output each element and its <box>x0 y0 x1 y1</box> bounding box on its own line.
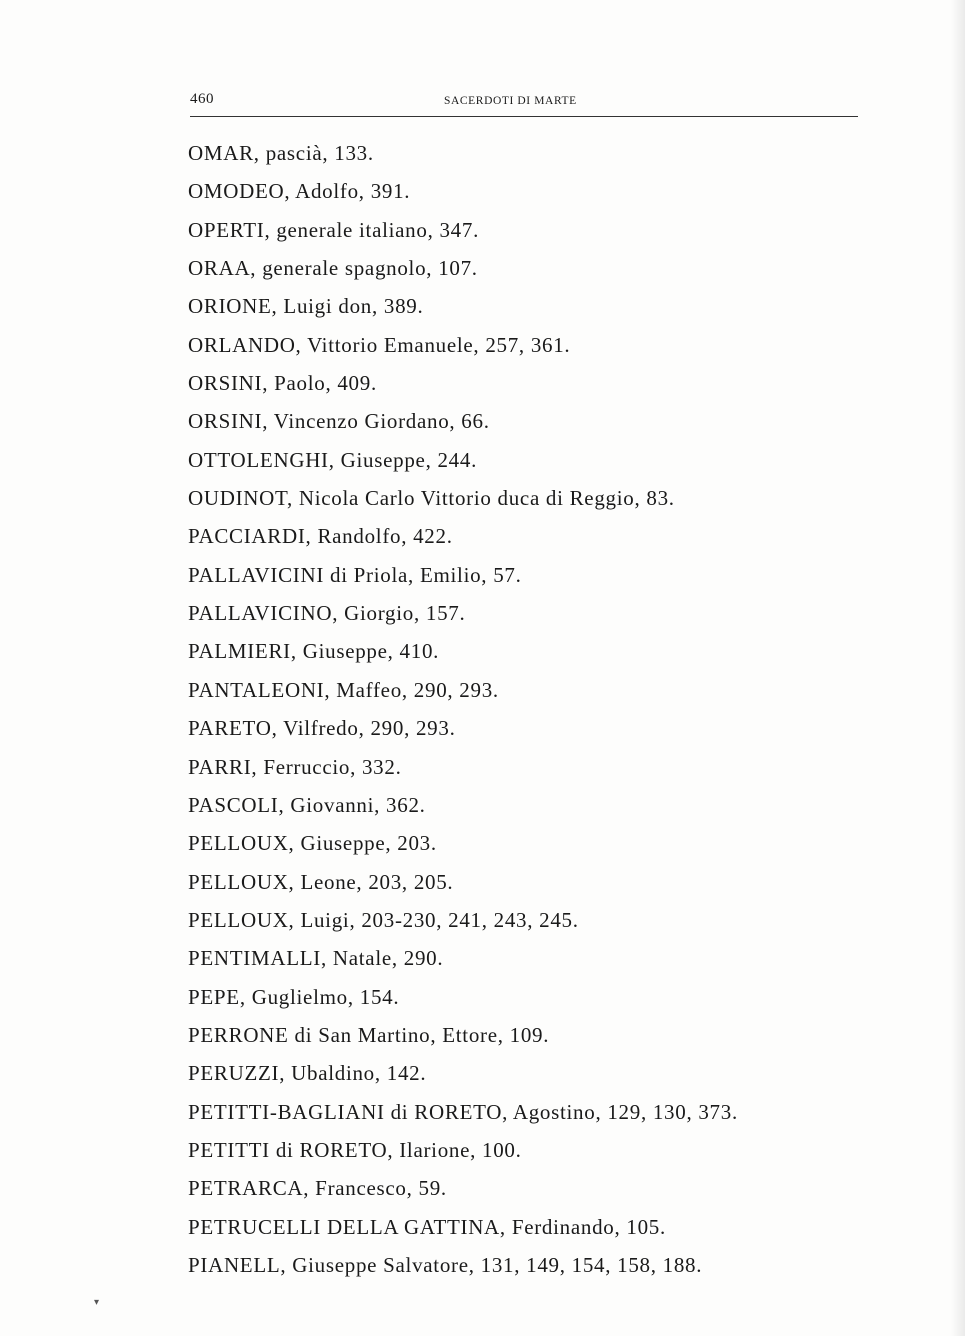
index-entry: OMODEO, Adolfo, 391. <box>188 179 411 204</box>
running-head: SACERDOTI DI MARTE <box>444 95 577 107</box>
index-entry: PENTIMALLI, Natale, 290. <box>188 946 444 971</box>
index-entry: PALLAVICINO, Giorgio, 157. <box>188 601 466 626</box>
index-entry: PALLAVICINI di Priola, Emilio, 57. <box>188 562 522 587</box>
print-speck: ▾ <box>94 1297 100 1308</box>
index-entry: PELLOUX, Leone, 203, 205. <box>188 869 454 894</box>
index-entry: PASCOLI, Giovanni, 362. <box>188 792 426 817</box>
index-entry: OPERTI, generale italiano, 347. <box>188 217 480 242</box>
index-entry: PARETO, Vilfredo, 290, 293. <box>188 716 456 741</box>
index-entry: PELLOUX, Luigi, 203-230, 241, 243, 245. <box>188 907 579 932</box>
index-entry: PERUZZI, Ubaldino, 142. <box>188 1061 427 1086</box>
index-entry: ORLANDO, Vittorio Emanuele, 257, 361. <box>188 332 571 357</box>
index-entry: OUDINOT, Nicola Carlo Vittorio duca di Reggio, 83. <box>188 486 675 511</box>
page-number: 460 <box>190 91 214 107</box>
index-entry: ORSINI, Vincenzo Giordano, 66. <box>188 409 490 434</box>
index-entry: PETRUCELLI DELLA GATTINA, Ferdinando, 105. <box>188 1214 666 1239</box>
index-entry: PEPE, Guglielmo, 154. <box>188 984 400 1009</box>
index-entry: PETRARCA, Francesco, 59. <box>188 1176 447 1201</box>
index-entry: PELLOUX, Giuseppe, 203. <box>188 831 437 856</box>
index-entry: PARRI, Ferruccio, 332. <box>188 754 402 779</box>
index-entries <box>188 134 738 1284</box>
index-entry: OTTOLENGHI, Giuseppe, 244. <box>188 447 478 472</box>
index-entry: OMAR, pascià, 133. <box>188 141 374 165</box>
index-entry: PACCIARDI, Randolfo, 422. <box>188 524 453 549</box>
index-entry: PALMIERI, Giuseppe, 410. <box>188 639 440 664</box>
index-entry: PANTALEONI, Maffeo, 290, 293. <box>188 677 499 702</box>
index-entry: PERRONE di San Martino, Ettore, 109. <box>188 1022 550 1047</box>
index-entry: PETITTI di RORETO, Ilarione, 100. <box>188 1137 522 1162</box>
page-edge-shadow <box>951 0 965 1336</box>
index-entry: PETITTI-BAGLIANI di RORETO, Agostino, 129, 130, 373. <box>188 1099 738 1124</box>
page-header <box>190 88 858 117</box>
index-entry: ORSINI, Paolo, 409. <box>188 371 377 396</box>
index-entry: ORIONE, Luigi don, 389. <box>188 294 424 319</box>
index-entry: PIANELL, Giuseppe Salvatore, 131, 149, 154, 158, 188. <box>188 1252 703 1277</box>
index-entry: ORAA, generale spagnolo, 107. <box>188 256 478 281</box>
